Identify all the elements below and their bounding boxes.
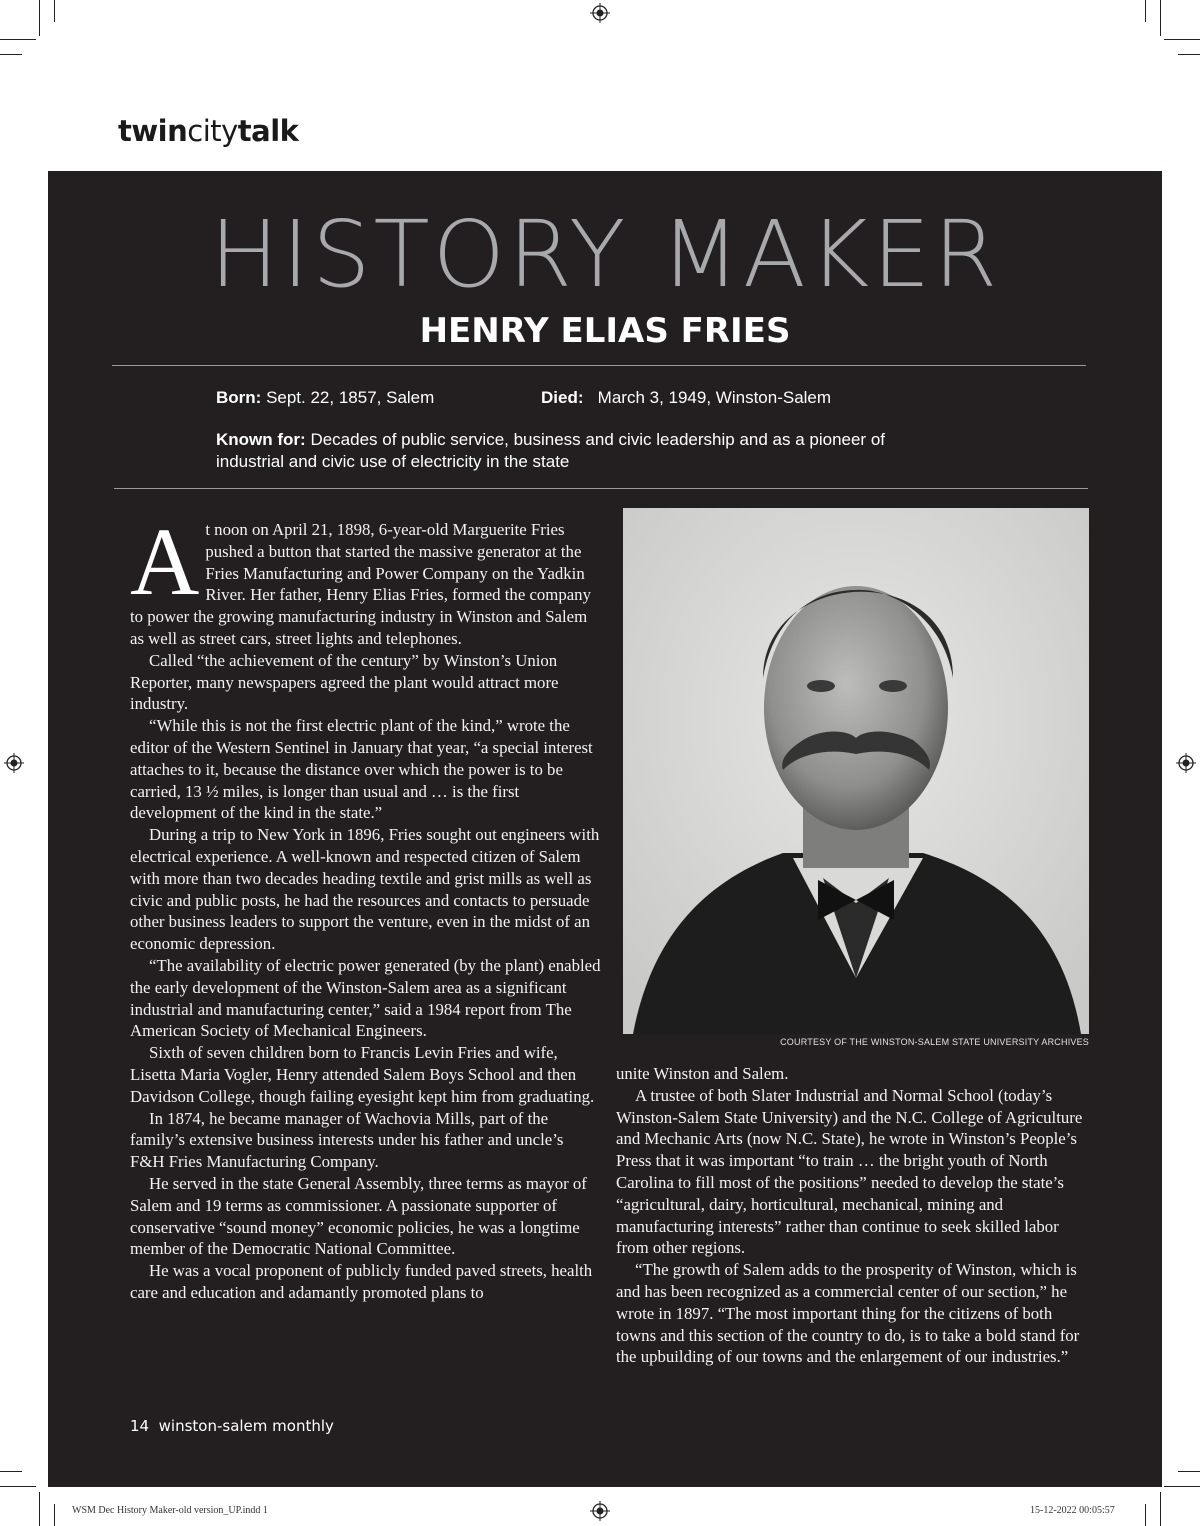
crop-mark [0,54,22,55]
crop-mark [1178,1471,1200,1472]
portrait-illustration [623,508,1089,1034]
divider [114,488,1088,489]
crop-mark [54,1504,55,1526]
registration-mark-icon [1176,753,1196,773]
slug-date: 15-12-2022 00:05:57 [1030,1505,1115,1516]
kicker-city: city [187,114,238,148]
article-column-left [130,508,602,1304]
body-paragraph: He was a vocal proponent of publicly funded paved streets, health care and education and adamantly promoted plans to [130,1261,593,1302]
crop-mark [1145,1504,1146,1526]
born-value: Sept. 22, 1857, Salem [266,388,435,407]
body-paragraph: A trustee of both Slater Industrial and Normal School (today’s Winston-Salem State University) and the N.C. College of Agriculture and Mechanic Arts (now N.C. State), he wrote in Winston’s People’s Press that it was important “to train … the bright youth of North Carolina to fill most of the positions” needed to develop the state’s “agricultural, dairy, horticultural, mechanical, mining and manufacturing interests” rather than continue to seek skilled labor from other regions. [616,1085,1083,1258]
crop-mark [1160,0,1161,36]
crop-mark [1178,54,1200,55]
slug-filename: WSM Dec History Maker-old version_UP.indd 1 [72,1505,268,1516]
drop-cap: A [130,508,200,615]
photo-credit: COURTESY OF THE WINSTON-SALEM STATE UNIVERSITY ARCHIVES [780,1037,1089,1047]
born-label: Born: [216,388,262,407]
body-paragraph: In 1874, he became manager of Wachovia Mills, part of the family’s extensive business interests under his father and uncle’s F&H Fries Manufacturing Company. [130,1108,564,1172]
page-folio [130,1417,334,1435]
article-column-right [616,1063,1088,1368]
section-kicker [118,114,298,148]
crop-mark [54,0,55,22]
crop-mark [0,1471,22,1472]
known-value-line1: Decades of public service, business and civic leadership and as a pioneer of [310,430,885,449]
body-paragraph: “While this is not the first electric plant of the kind,” wrote the editor of the Western Sentinel in January that year, “a special interest attaches to it, because the distance over which the power is to be carried, 13 ½ miles, is longer than usual and … is the first development of the kind in the state.” [130,716,593,823]
crop-mark [1145,0,1146,22]
body-paragraph: At noon on April 21, 1898, 6-year-old Marguerite Fries pushed a button that started the massive generator at the Fries Manufacturing and Power Company on the Yadkin River. Her father, Henry Elias Fries, formed the company to power the growing manufacturing industry in Winston and Salem as well as street cars, street lights and telephones. [130,508,591,648]
body-paragraph: unite Winston and Salem. [616,1064,789,1083]
body-paragraph: Sixth of seven children born to Francis Levin Fries and wife, Lisetta Maria Vogler, Henry attended Salem Boys School and then Davidson College, though failing eyesight kept him from graduating. [130,1043,595,1106]
known-for-fact [216,429,976,473]
portrait-photo [623,508,1089,1034]
kicker-twin: twin [118,114,188,148]
body-paragraph: During a trip to New York in 1896, Fries sought out engineers with electrical experience. A well-known and respected citizen of Salem with more than two decades heading textile and grist mills as well as civic and public posts, he had the resources and contacts to persuade other business leaders to support the venture, even in the midst of an economic depression. [130,825,600,954]
page-number: 14 [130,1417,150,1435]
crop-mark [1160,1492,1161,1526]
kicker-talk: talk [237,114,299,148]
died-fact [541,387,831,409]
crop-mark [1164,1486,1200,1487]
known-label: Known for: [216,430,306,449]
known-value-line2: industrial and civic use of electricity in the state [216,452,570,471]
born-fact [216,387,434,409]
crop-mark [0,1486,36,1487]
body-paragraph: “The availability of electric power generated (by the plant) enabled the early development of the Winston-Salem area as a significant industrial and manufacturing center,” said a 1984 report from The American Society of Mechanical Engineers. [130,955,601,1041]
body-paragraph: “The growth of Salem adds to the prosperity of Winston, which is and has been recognized as a commercial center of our section,” he wrote in 1897. “The most important thing for the citizens of both towns and this section of the country to do, is to take a bold stand for the upbuilding of our towns and the enlargement of our industries.” [616,1260,1080,1367]
died-label: Died: [541,388,584,407]
registration-mark-icon [590,1501,610,1521]
crop-mark [39,0,40,36]
registration-mark-icon [590,3,610,23]
died-value: March 3, 1949, Winston-Salem [597,388,832,407]
divider [112,365,1086,366]
registration-mark-icon [4,753,24,773]
publication-name: winston-salem monthly [158,1417,334,1435]
body-paragraph: Called “the achievement of the century” by Winston’s Union Reporter, many newspapers agreed the plant would attract more industry. [130,650,559,714]
page-title: HISTORY MAKER [209,201,1001,308]
crop-mark [39,1492,40,1526]
crop-mark [1164,39,1200,40]
body-paragraph: He served in the state General Assembly, three terms as mayor of Salem and 19 terms as commissioner. A passionate supporter of conservative “sound money” economic policies, he was a longtime member of the Democratic National Committee. [130,1173,587,1259]
subject-name: HENRY ELIAS FRIES [419,311,791,351]
crop-mark [0,39,36,40]
